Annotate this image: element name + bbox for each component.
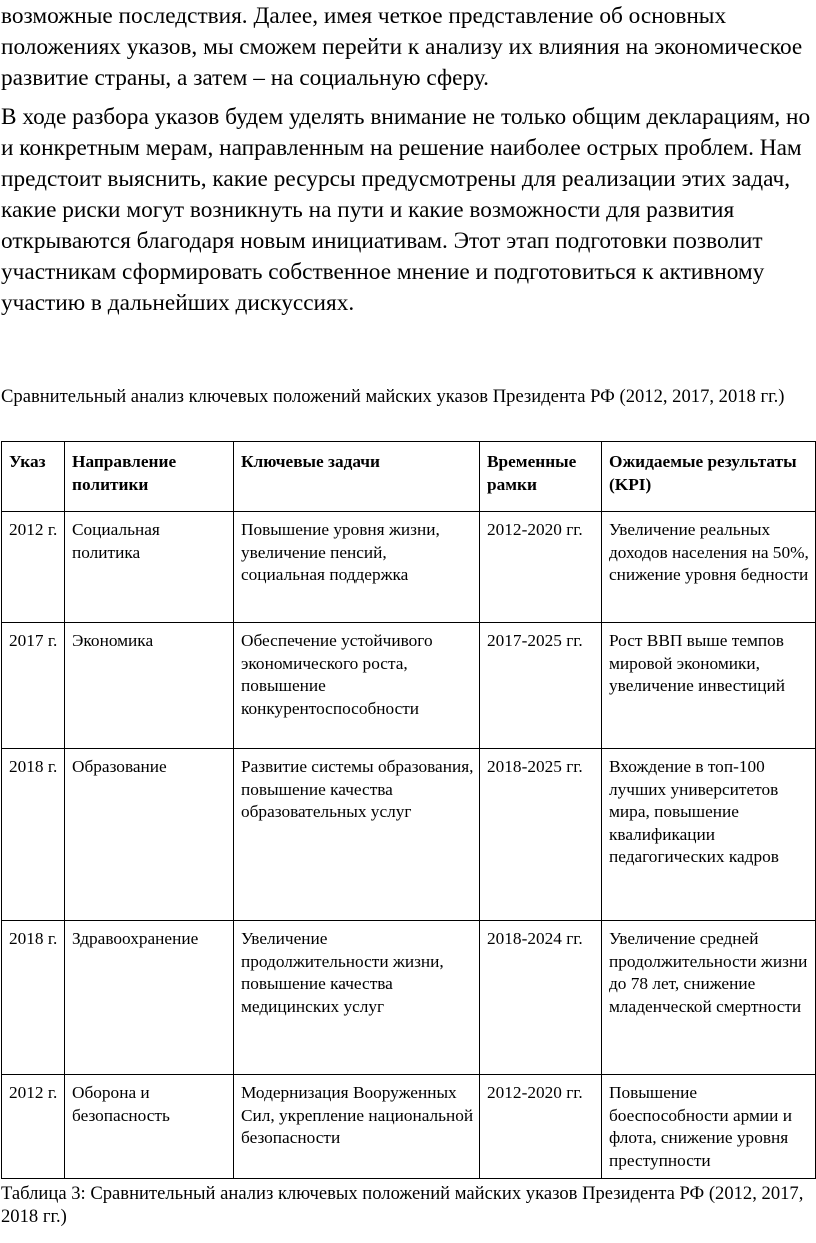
table-row — [2, 921, 816, 1075]
cell-kpi: Повышение боеспособности армии и флота, снижение уровня преступности — [602, 1075, 816, 1179]
table-row — [2, 512, 816, 623]
cell-key-tasks: Развитие системы образования, повышение качества образовательных услуг — [234, 749, 480, 921]
cell-kpi: Вхождение в топ-100 лучших университетов мира, повышение квалификации педагогических кадров — [602, 749, 816, 921]
cell-direction: Оборона и безопасность — [65, 1075, 234, 1179]
cell-direction: Экономика — [65, 623, 234, 749]
comparison-table — [1, 441, 816, 1179]
table-header-row — [2, 442, 816, 512]
cell-timeframe: 2018-2025 гг. — [480, 749, 602, 921]
cell-timeframe: 2017-2025 гг. — [480, 623, 602, 749]
cell-direction: Здравоохранение — [65, 921, 234, 1075]
cell-ukaz: 2017 г. — [2, 623, 65, 749]
cell-ukaz: 2018 г. — [2, 921, 65, 1075]
cell-timeframe: 2012-2020 гг. — [480, 512, 602, 623]
table-row — [2, 1075, 816, 1179]
cell-timeframe: 2012-2020 гг. — [480, 1075, 602, 1179]
cell-key-tasks: Увеличение продолжительности жизни, повышение качества медицинских услуг — [234, 921, 480, 1075]
cell-direction: Образование — [65, 749, 234, 921]
cell-kpi: Увеличение средней продолжительности жизни до 78 лет, снижение младенческой смертности — [602, 921, 816, 1075]
header-direction: Направление политики — [65, 442, 234, 512]
intro-paragraph-2: В ходе разбора указов будем уделять внимание не только общим декларациям, но и конкретным мерам, направленным на решение наиболее острых проблем. Нам предстоит выяснить, какие ресурсы предусмотрены для реализации этих задач, какие риски могут возникнуть на пути и какие возможности для развития открываются благодаря новым инициативам. Этот этап подготовки позволит участникам сформировать собственное мнение и подготовиться к активному участию в дальнейших дискуссиях. — [1, 104, 811, 316]
cell-ukaz: 2012 г. — [2, 512, 65, 623]
header-kpi: Ожидаемые результаты (KPI) — [602, 442, 816, 512]
table-caption: Таблица 3: Сравнительный анализ ключевых положений майских указов Президента РФ (2012, 2017, 2018 гг.) — [1, 1183, 804, 1227]
table-row — [2, 623, 816, 749]
table-row — [2, 749, 816, 921]
cell-key-tasks: Повышение уровня жизни, увеличение пенсий, социальная поддержка — [234, 512, 480, 623]
cell-kpi: Увеличение реальных доходов населения на 50%, снижение уровня бедности — [602, 512, 816, 623]
cell-ukaz: 2018 г. — [2, 749, 65, 921]
cell-kpi: Рост ВВП выше темпов мировой экономики, увеличение инвестиций — [602, 623, 816, 749]
table-title: Сравнительный анализ ключевых положений майских указов Президента РФ (2012, 2017, 2018 гг.) — [1, 386, 785, 407]
cell-timeframe: 2018-2024 гг. — [480, 921, 602, 1075]
cell-ukaz: 2012 г. — [2, 1075, 65, 1179]
header-timeframe: Временные рамки — [480, 442, 602, 512]
cell-key-tasks: Модернизация Вооруженных Сил, укрепление национальной безопасности — [234, 1075, 480, 1179]
intro-paragraph-1: возможные последствия. Далее, имея четкое представление об основных положениях указов, мы сможем перейти к анализу их влияния на экономическое развитие страны, а затем – на социальную сферу. — [1, 3, 803, 91]
header-key-tasks: Ключевые задачи — [234, 442, 480, 512]
header-ukaz: Указ — [2, 442, 65, 512]
cell-direction: Социальная политика — [65, 512, 234, 623]
cell-key-tasks: Обеспечение устойчивого экономического роста, повышение конкурентоспособности — [234, 623, 480, 749]
